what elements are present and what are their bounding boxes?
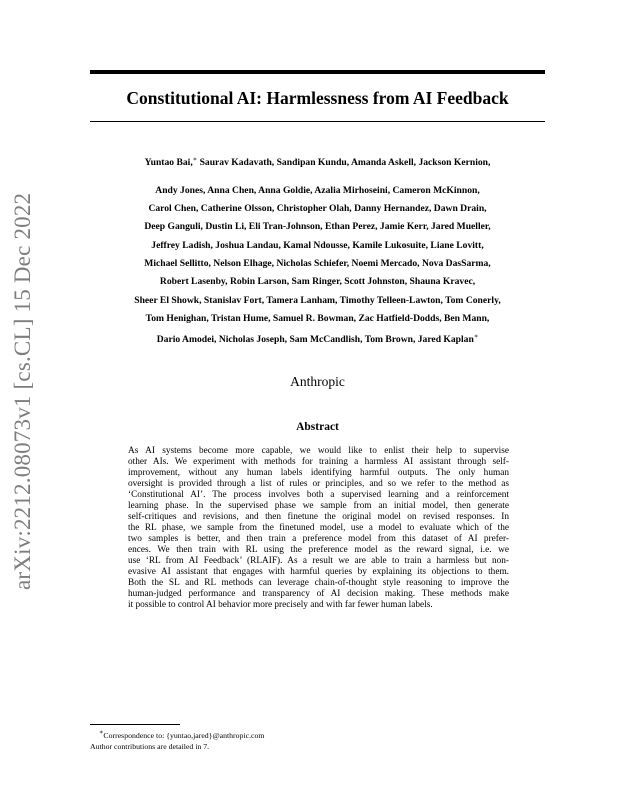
author-line [90,151,545,169]
author-line: Jeffrey Ladish, Joshua Landau, Kamal Ndousse, Kamile Lukosuite, Liane Lovitt, [151,239,484,251]
abstract-line: other AIs. We experiment with methods for training a harmless AI assistant through self- [128,457,509,467]
author-names-last: Dario Amodei, Nicholas Joseph, Sam McCandlish, Tom Brown, Jared Kaplan [156,334,474,346]
footnote-correspondence [90,727,545,741]
correspondence-mark[interactable]: ∗ [192,156,198,163]
correspondence-email[interactable]: Correspondence to: {yuntao,jared}@anthropic.com [103,731,265,740]
correspondence-mark[interactable]: ∗ [473,333,479,341]
footnote-rule [90,724,180,725]
abstract-line: improvement, without any human labels identifying harmful outputs. The only human [128,468,509,478]
author-line: Tom Henighan, Tristan Hume, Samuel R. Bowman, Zac Hatfield-Dodds, Ben Mann, [145,312,490,324]
affiliation: Anthropic [290,374,345,389]
abstract-line: it possible to control AI behavior more precisely and with far fewer human labels. [128,600,433,610]
author-name-first: Yuntao Bai, [144,157,193,168]
author-line: Michael Sellitto, Nelson Elhage, Nicholas Schiefer, Noemi Mercado, Nova DasSarma, [144,257,491,269]
author-line: Robert Lasenby, Robin Larson, Sam Ringer, Scott Johnston, Shauna Kravec, [159,276,476,288]
author-line: Andy Jones, Anna Chen, Anna Goldie, Azalia Mirhoseini, Cameron McKinnon, [155,184,480,196]
abstract-line: self-critiques and revisions, and then finetune the original model on revised responses. In [128,512,509,522]
abstract-line: use ‘RL from AI Feedback’ (RLAIF). As a result we are able to train a harmless but non- [128,556,509,566]
author-names: Saurav Kadavath, Sandipan Kundu, Amanda Askell, Jackson Kernion, [197,157,491,168]
abstract-line: evasive AI assistant that engages with harmful queries by explaining its objections to them. [128,567,509,577]
paper-title: Constitutional AI: Harmlessness from AI Feedback [126,88,509,108]
abstract-line: Both the SL and RL methods can leverage chain-of-thought style reasoning to improve the [128,578,509,588]
abstract-line: human-judged performance and transparency of AI decision making. These methods make [128,589,509,599]
abstract-body [128,446,509,611]
abstract-line: the RL phase, we sample from the finetuned model, use a model to evaluate which of the [128,523,509,533]
author-line: Sheer El Showk, Stanislav Fort, Tamera Lanham, Timothy Telleen-Lawton, Tom Conerly, [134,294,501,306]
title-bottom-rule [90,121,545,122]
abstract-line: ences. We then train with RL using the preference model as the reward signal, i.e. we [128,545,509,555]
footnote-mark: ∗ [99,729,104,736]
author-line: Carol Chen, Catherine Olsson, Christopher Olah, Danny Hernandez, Dawn Drain, [148,203,487,215]
author-list [90,151,545,346]
abstract-line: two samples is better, and then train a preference model from this dataset of AI prefer- [128,534,509,544]
title-top-rule [90,70,545,74]
abstract-line: As AI systems become more capable, we would like to enlist their help to supervise [128,446,509,456]
author-line [90,328,545,346]
abstract-line: oversight is provided through a list of rules or principles, and so we refer to the method as [128,479,509,489]
footnotes [90,727,545,752]
author-line: Deep Ganguli, Dustin Li, Eli Tran-Johnson, Ethan Perez, Jamie Kerr, Jared Mueller, [144,221,491,233]
footnote-contributions[interactable]: Author contributions are detailed in 7. [90,742,210,751]
arxiv-identifier[interactable]: arXiv:2212.08073v1 [cs.CL] 15 Dec 2022 [10,192,35,590]
abstract-heading: Abstract [296,421,339,433]
abstract-line: ‘Constitutional AI’. The process involves both a supervised learning and a reinforcement [128,490,509,500]
abstract-line: learning phase. In the supervised phase we sample from an initial model, then generate [128,501,509,511]
